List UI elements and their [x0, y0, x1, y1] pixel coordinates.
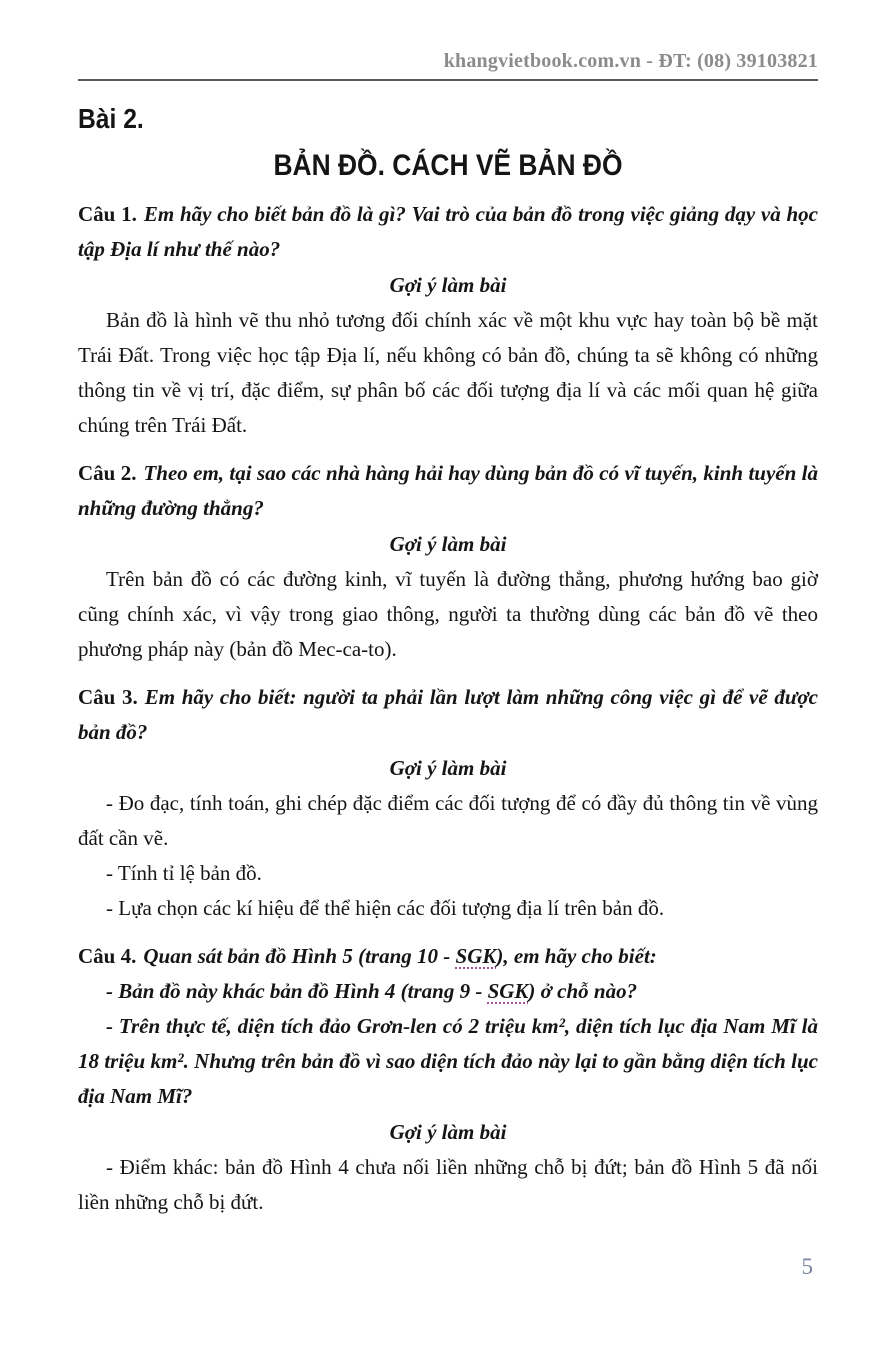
question-paragraph: [78, 456, 818, 526]
sub-question-text: - Trên thực tế, diện tích đảo Grơn-len có 2 triệu km², diện tích lục địa Nam Mĩ là 18 triệu km². Nhưng trên bản đồ vì sao diện tích đảo này lại to gần bằng diện tích lục địa Nam Mĩ?: [78, 1014, 818, 1109]
page-number: 5: [801, 1254, 813, 1279]
answer-paragraph: - Lựa chọn các kí hiệu để thể hiện các đối tượng địa lí trên bản đồ.: [106, 896, 665, 921]
sub-question-pre: - Bản đồ này khác bản đồ Hình 4 (trang 9 -: [106, 979, 488, 1004]
hint-heading: Gợi ý làm bài: [389, 1120, 507, 1145]
question-text-pre: Quan sát bản đồ Hình 5 (trang 10 -: [143, 944, 456, 969]
header-website-text: khangvietbook.com.vn - ĐT: (08) 39103821: [443, 50, 818, 72]
question-text: Em hãy cho biết bản đồ là gì? Vai trò của bản đồ trong việc giảng dạy và học tập Địa lí như thế nào?: [78, 202, 818, 262]
question-text: [143, 944, 656, 968]
answer-paragraph: - Điểm khác: bản đồ Hình 4 chưa nối liền những chỗ bị đứt; bản đồ Hình 5 đã nối liền những chỗ bị đứt.: [78, 1155, 818, 1215]
question-paragraph: [78, 939, 818, 974]
sgk-reference: SGK: [455, 944, 497, 969]
question-label: Câu 3.: [78, 685, 138, 710]
sub-question-text: [106, 979, 637, 1003]
question-text-post: ), em hãy cho biết:: [496, 944, 657, 969]
sub-question-paragraph: [78, 974, 818, 1009]
question-label: Câu 2.: [78, 461, 137, 486]
question-text: Em hãy cho biết: người ta phải lần lượt làm những công việc gì để vẽ được bản đồ?: [78, 685, 818, 745]
answer-paragraph: - Đo đạc, tính toán, ghi chép đặc điểm các đối tượng để có đầy đủ thông tin về vùng đất cần vẽ.: [78, 791, 818, 851]
lesson-label: Bài 2.: [78, 103, 144, 134]
question-label: Câu 4.: [78, 944, 137, 969]
sgk-reference: SGK: [487, 979, 529, 1004]
question-paragraph: [78, 680, 818, 750]
hint-heading: Gợi ý làm bài: [389, 273, 507, 298]
answer-paragraph: Bản đồ là hình vẽ thu nhỏ tương đối chính xác về một khu vực hay toàn bộ bề mặt Trái Đất. Trong việc học tập Địa lí, nếu không có bản đồ, chúng ta sẽ không có những thông tin về vị trí, đặc điểm, sự phân bố các đối tượng địa lí và các mối quan hệ giữa chúng trên Trái Đất.: [78, 308, 818, 438]
sub-question-post: ) ở chỗ nào?: [528, 979, 638, 1004]
question-block-1: [78, 197, 818, 443]
page-header: [78, 0, 818, 81]
question-label: Câu 1.: [78, 202, 137, 227]
sub-question-paragraph: [78, 1009, 818, 1114]
question-text: Theo em, tại sao các nhà hàng hải hay dùng bản đồ có vĩ tuyến, kinh tuyến là những đường thẳng?: [78, 461, 818, 521]
answer-paragraph: - Tính tỉ lệ bản đồ.: [106, 861, 262, 886]
hint-heading: Gợi ý làm bài: [389, 756, 507, 781]
question-block-4: [78, 939, 818, 1220]
answer-paragraph: Trên bản đồ có các đường kinh, vĩ tuyến là đường thẳng, phương hướng bao giờ cũng chính xác, vì vậy trong giao thông, người ta thường dùng các bản đồ vẽ theo phương pháp này (bản đồ Mec-ca-to).: [78, 567, 818, 662]
hint-heading: Gợi ý làm bài: [389, 532, 507, 557]
question-block-2: [78, 456, 818, 667]
question-paragraph: [78, 197, 818, 267]
question-block-3: [78, 680, 818, 926]
page-title: BẢN ĐỒ. CÁCH VẼ BẢN ĐỒ: [273, 149, 623, 183]
